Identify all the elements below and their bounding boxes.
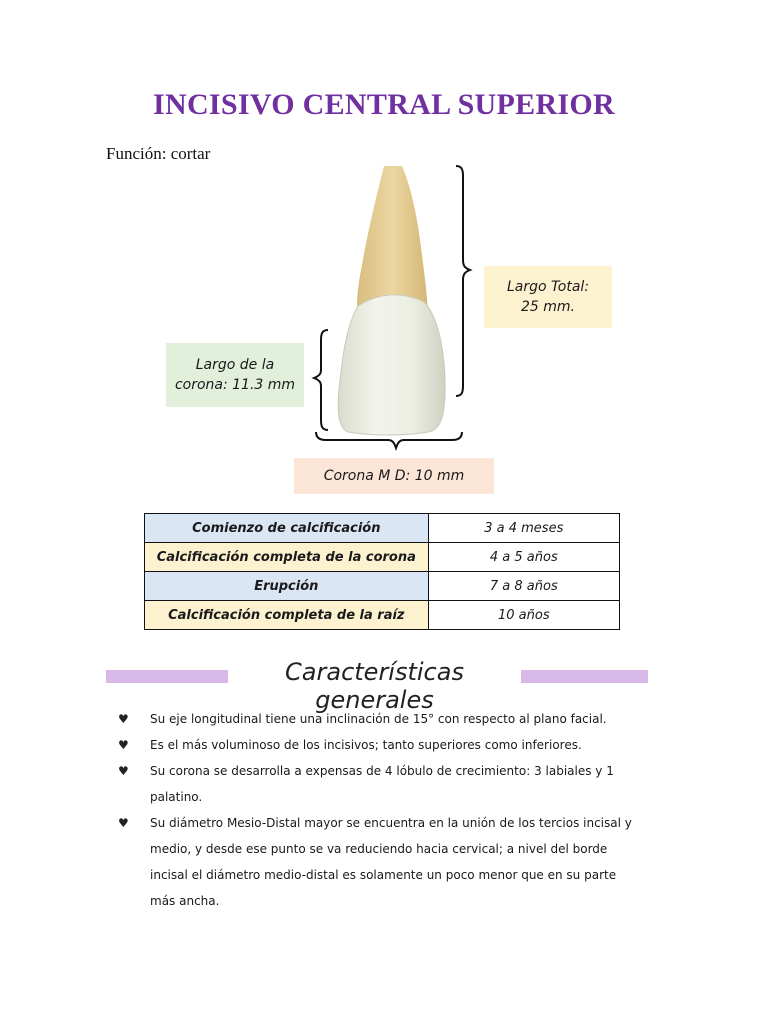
heart-icon: ♥ (118, 712, 129, 726)
table-cell-label: Comienzo de calcificación (145, 514, 429, 543)
crown-length-line1: Largo de la (195, 356, 275, 373)
table-row (145, 514, 620, 543)
heart-icon: ♥ (118, 816, 129, 830)
heart-icon: ♥ (118, 764, 129, 778)
total-length-label (484, 266, 612, 328)
list-item-text: Es el más voluminoso de los incisivos; tanto superiores como inferiores. (150, 738, 582, 752)
table-cell-label: Calcificación completa de la raíz (145, 601, 429, 630)
page-title: INCISIVO CENTRAL SUPERIOR (153, 88, 615, 121)
section-divider-left (106, 670, 228, 683)
table-row (145, 543, 620, 572)
table-cell-label: Calcificación completa de la corona (145, 543, 429, 572)
table-cell-value: 10 años (428, 601, 619, 630)
tooth-figure (0, 0, 768, 500)
list-item (118, 732, 638, 758)
table-row (145, 572, 620, 601)
table-row (145, 601, 620, 630)
characteristics-list (118, 706, 638, 914)
calcification-table (144, 513, 620, 630)
table-cell-value: 4 a 5 años (428, 543, 619, 572)
crown-length-bracket (314, 330, 328, 430)
crown-md-label (294, 458, 494, 494)
list-item-text: Su diámetro Mesio-Distal mayor se encuentra en la unión de los tercios incisal y medio, y desde ese punto se va reduciendo hacia cervical; a nivel del borde incisal el diámetro medio-distal es solamente un poco menor que en su parte más ancha. (150, 816, 632, 908)
section-title: Características generales (285, 658, 464, 714)
list-item (118, 810, 638, 914)
crown-length-line2: corona: 11.3 mm (174, 377, 296, 393)
crown-length-label (166, 343, 304, 407)
total-length-line2: 25 mm. (520, 299, 575, 315)
table-cell-label: Erupción (145, 572, 429, 601)
list-item (118, 758, 638, 810)
function-text: Función: cortar (106, 144, 211, 163)
table-cell-value: 7 a 8 años (428, 572, 619, 601)
list-item-text: Su corona se desarrolla a expensas de 4 lóbulo de crecimiento: 3 labiales y 1 palatino. (150, 764, 614, 804)
section-header (106, 656, 648, 714)
tooth-crown (338, 295, 445, 435)
heart-icon: ♥ (118, 738, 129, 752)
table-cell-value: 3 a 4 meses (428, 514, 619, 543)
total-length-bracket (456, 166, 470, 396)
crown-md-text: Corona M D: 10 mm (323, 467, 465, 484)
total-length-line1: Largo Total: (506, 278, 590, 295)
tooth-illustration (0, 0, 768, 500)
section-divider-right (521, 670, 648, 683)
list-item (118, 706, 638, 732)
list-item-text: Su eje longitudinal tiene una inclinación de 15° con respecto al plano facial. (150, 712, 607, 726)
